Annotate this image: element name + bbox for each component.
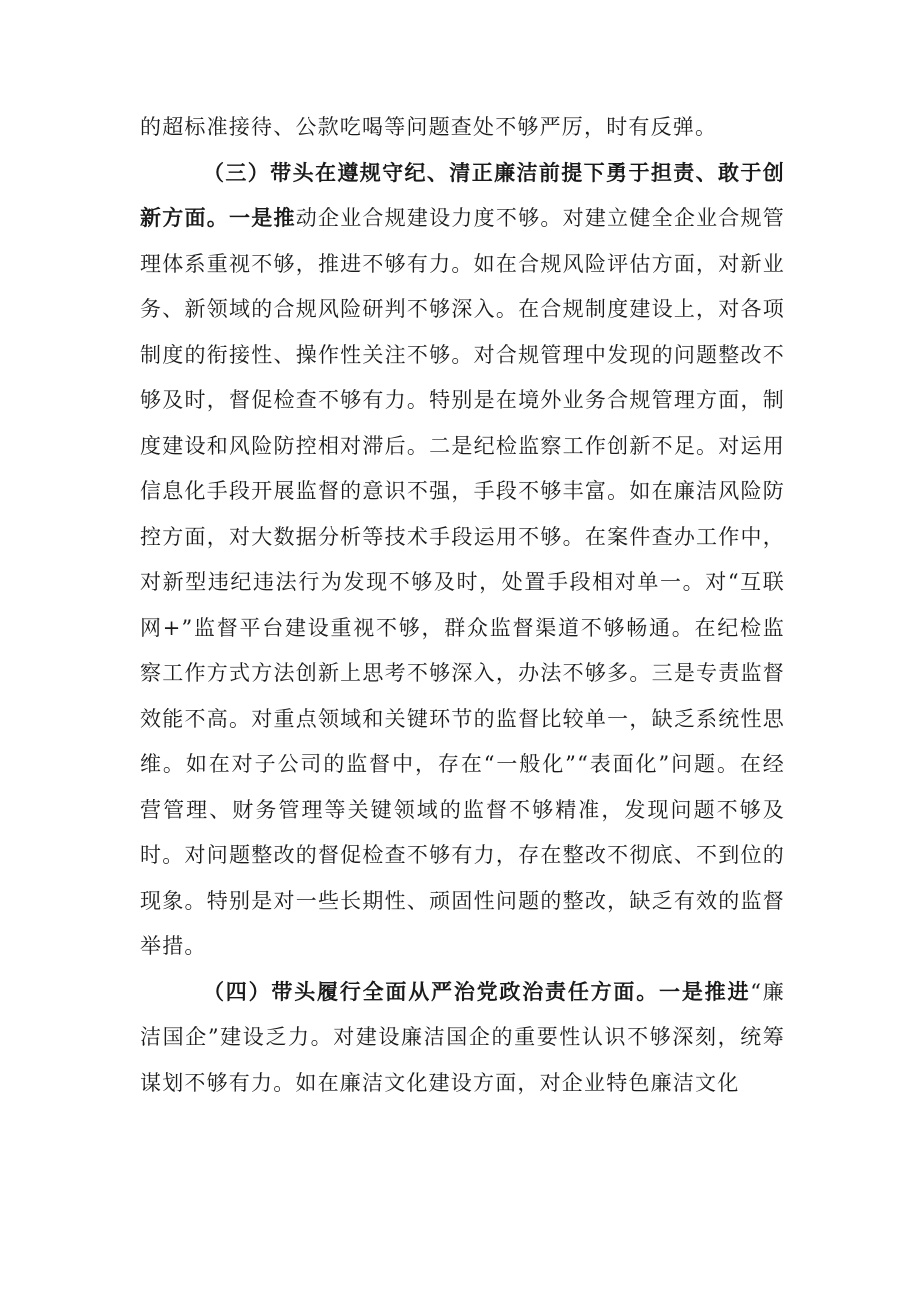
paragraph-1-text: 的超标准接待、公款吃喝等问题查处不够严厉，时有反弹。 bbox=[140, 115, 718, 139]
paragraph-3-text: “廉洁国企”建设乏力。对建设廉洁国企的重要性认识不够深刻，统筹谋划不够有力。如在廉洁文化建设方面，对企业特色廉洁文化 bbox=[140, 979, 785, 1095]
paragraph-2 bbox=[140, 151, 785, 970]
paragraph-2-heading: （三）带头在遵规守纪、清正廉洁前提下勇于担责、敢于创新方面。一是推 bbox=[140, 160, 785, 230]
paragraph-3 bbox=[140, 970, 785, 1107]
paragraph-1 bbox=[140, 105, 785, 151]
paragraph-2-text: 动企业合规建设力度不够。对建立健全企业合规管理体系重视不够，推进不够有力。如在合规风险评估方面，对新业务、新领域的合规风险研判不够深入。在合规制度建设上，对各项制度的衔接性、操作性关注不够。对合规管理中发现的问题整改不够及时，督促检查不够有力。特别是在境外业务合规管理方面，制度建设和风险防控相对滞后。二是纪检监察工作创新不足。对运用信息化手段开展监督的意识不强，手段不够丰富。如在廉洁风险防控方面，对大数据分析等技术手段运用不够。在案件查办工作中，对新型违纪违法行为发现不够及时，处置手段相对单一。对“互联网+”监督平台建设重视不够，群众监督渠道不够畅通。在纪检监察工作方式方法创新上思考不够深入，办法不够多。三是专责监督效能不高。对重点领域和关键环节的监督比较单一，缺乏系统性思维。如在对子公司的监督中，存在“一般化”“表面化”问题。在经营管理、财务管理等关键领域的监督不够精准，发现问题不够及时。对问题整改的督促检查不够有力，存在整改不彻底、不到位的现象。特别是对一些长期性、顽固性问题的整改，缺乏有效的监督举措。 bbox=[140, 206, 785, 958]
document-body bbox=[140, 105, 785, 1106]
paragraph-3-heading: （四）带头履行全面从严治党政治责任方面。一是推进 bbox=[203, 979, 751, 1004]
